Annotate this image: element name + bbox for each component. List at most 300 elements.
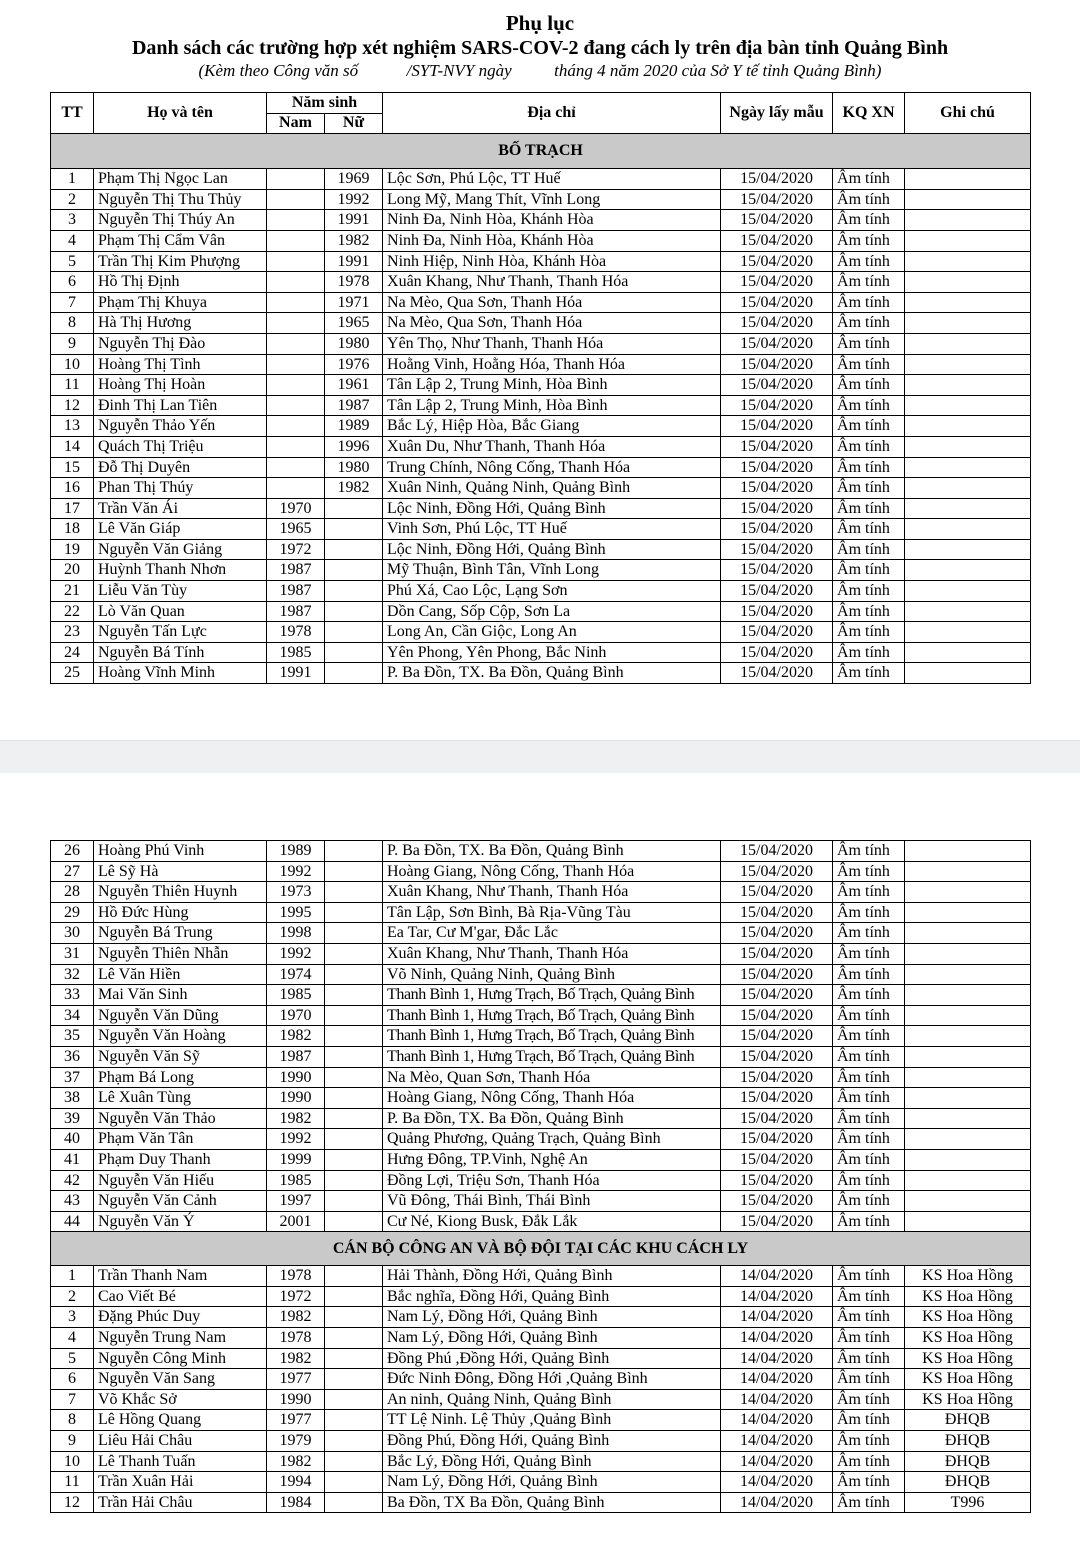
row-sample-date: 15/04/2020 <box>721 1088 833 1109</box>
row-tt: 7 <box>51 292 94 313</box>
row-name: Nguyễn Thị Đào <box>94 333 267 354</box>
document-subtitle: Danh sách các trường hợp xét nghiệm SARS-COV-2 đang cách ly trên địa bàn tỉnh Quảng Bình <box>131 37 949 59</box>
row-address: Yên Phong, Yên Phong, Bắc Ninh <box>383 642 721 663</box>
row-note <box>905 189 1031 210</box>
row-name: Quách Thị Triệu <box>94 436 267 457</box>
row-name: Nguyễn Văn Cảnh <box>94 1191 267 1212</box>
row-sample-date: 15/04/2020 <box>721 189 833 210</box>
col-header-tt: TT <box>51 93 94 134</box>
row-note <box>905 478 1031 499</box>
row-birth-year-male: 1991 <box>267 663 325 684</box>
row-note <box>905 210 1031 231</box>
table-row <box>51 943 1031 964</box>
row-tt: 22 <box>51 601 94 622</box>
row-sample-date: 15/04/2020 <box>721 622 833 643</box>
row-birth-year-male: 2001 <box>267 1211 325 1232</box>
table-row <box>51 964 1031 985</box>
row-sample-date: 15/04/2020 <box>721 841 833 862</box>
row-address: Tân Lập, Sơn Bình, Bà Rịa-Vũng Tàu <box>383 902 721 923</box>
row-sample-date: 15/04/2020 <box>721 882 833 903</box>
row-name: Nguyễn Bá Tính <box>94 642 267 663</box>
table-row <box>51 581 1031 602</box>
row-sample-date: 15/04/2020 <box>721 861 833 882</box>
table-row <box>51 1431 1031 1452</box>
row-address: Lộc Sơn, Phú Lộc, TT Huế <box>383 169 721 190</box>
row-birth-year-male: 1992 <box>267 943 325 964</box>
table-row <box>51 1088 1031 1109</box>
row-tt: 12 <box>51 1492 94 1513</box>
row-sample-date: 15/04/2020 <box>721 395 833 416</box>
table-row <box>51 169 1031 190</box>
table-row <box>51 1108 1031 1129</box>
row-birth-year-female <box>325 1046 383 1067</box>
appendix-title: Phụ lục <box>505 11 575 35</box>
row-tt: 5 <box>51 1348 94 1369</box>
row-birth-year-female <box>325 1067 383 1088</box>
row-test-result: Âm tính <box>833 230 905 251</box>
table-row <box>51 861 1031 882</box>
row-birth-year-male: 1982 <box>267 1026 325 1047</box>
table-row <box>51 642 1031 663</box>
row-note <box>905 581 1031 602</box>
row-test-result: Âm tính <box>833 313 905 334</box>
row-address: Ninh Đa, Ninh Hòa, Khánh Hòa <box>383 230 721 251</box>
row-sample-date: 15/04/2020 <box>721 457 833 478</box>
row-test-result: Âm tính <box>833 943 905 964</box>
table-row <box>51 395 1031 416</box>
row-address: Xuân Ninh, Quảng Ninh, Quảng Bình <box>383 478 721 499</box>
row-note <box>905 395 1031 416</box>
row-birth-year-male: 1982 <box>267 1451 325 1472</box>
row-sample-date: 14/04/2020 <box>721 1348 833 1369</box>
row-tt: 33 <box>51 985 94 1006</box>
row-address: Trung Chính, Nông Cống, Thanh Hóa <box>383 457 721 478</box>
table-row <box>51 436 1031 457</box>
row-tt: 32 <box>51 964 94 985</box>
row-test-result: Âm tính <box>833 1005 905 1026</box>
section-row-bo-trach <box>51 134 1031 169</box>
row-sample-date: 14/04/2020 <box>721 1286 833 1307</box>
document-page-1 <box>0 0 1080 740</box>
row-note <box>905 601 1031 622</box>
row-birth-year-female <box>325 1026 383 1047</box>
row-tt: 4 <box>51 230 94 251</box>
col-header-date: Ngày lấy mẫu <box>721 93 833 134</box>
row-address: Xuân Du, Như Thanh, Thanh Hóa <box>383 436 721 457</box>
note-part-1: (Kèm theo Công văn số <box>198 61 359 80</box>
row-sample-date: 15/04/2020 <box>721 642 833 663</box>
row-address: Na Mèo, Quan Sơn, Thanh Hóa <box>383 1067 721 1088</box>
row-birth-year-male: 1970 <box>267 498 325 519</box>
row-tt: 25 <box>51 663 94 684</box>
table-row <box>51 416 1031 437</box>
table-row <box>51 560 1031 581</box>
row-note <box>905 1170 1031 1191</box>
col-header-male: Nam <box>267 113 325 134</box>
table-row <box>51 292 1031 313</box>
table-row <box>51 457 1031 478</box>
row-sample-date: 15/04/2020 <box>721 251 833 272</box>
row-birth-year-male <box>267 333 325 354</box>
table-row <box>51 519 1031 540</box>
row-sample-date: 15/04/2020 <box>721 272 833 293</box>
row-test-result: Âm tính <box>833 882 905 903</box>
row-address: Nam Lý, Đồng Hới, Quảng Bình <box>383 1307 721 1328</box>
row-tt: 1 <box>51 169 94 190</box>
row-test-result: Âm tính <box>833 169 905 190</box>
page-separator <box>0 740 1080 774</box>
row-sample-date: 15/04/2020 <box>721 416 833 437</box>
row-birth-year-female: 1992 <box>325 189 383 210</box>
row-tt: 23 <box>51 622 94 643</box>
row-name: Trần Xuân Hải <box>94 1472 267 1493</box>
row-note <box>905 1129 1031 1150</box>
row-name: Nguyễn Thiên Huynh <box>94 882 267 903</box>
row-birth-year-female: 1976 <box>325 354 383 375</box>
section-row-police-army <box>51 1232 1031 1266</box>
row-name: Liêu Hải Châu <box>94 1431 267 1452</box>
row-birth-year-male: 1987 <box>267 581 325 602</box>
row-birth-year-female: 1980 <box>325 457 383 478</box>
row-name: Hoàng Thị Hoàn <box>94 375 267 396</box>
row-birth-year-female <box>325 1410 383 1431</box>
row-birth-year-male: 1974 <box>267 964 325 985</box>
row-note <box>905 1005 1031 1026</box>
row-test-result: Âm tính <box>833 601 905 622</box>
row-sample-date: 15/04/2020 <box>721 923 833 944</box>
row-birth-year-male: 1985 <box>267 642 325 663</box>
col-header-note: Ghi chú <box>905 93 1031 134</box>
row-tt: 42 <box>51 1170 94 1191</box>
table-row <box>51 1410 1031 1431</box>
row-address: Long Mỹ, Mang Thít, Vĩnh Long <box>383 189 721 210</box>
row-birth-year-male <box>267 395 325 416</box>
row-address: P. Ba Đồn, TX. Ba Đồn, Quảng Bình <box>383 663 721 684</box>
row-birth-year-female <box>325 1492 383 1513</box>
row-tt: 19 <box>51 539 94 560</box>
row-tt: 9 <box>51 333 94 354</box>
table-row <box>51 1170 1031 1191</box>
row-note: ĐHQB <box>905 1472 1031 1493</box>
row-name: Nguyễn Trung Nam <box>94 1328 267 1349</box>
row-note: ĐHQB <box>905 1451 1031 1472</box>
row-note: KS Hoa Hồng <box>905 1307 1031 1328</box>
row-tt: 6 <box>51 1369 94 1390</box>
row-sample-date: 14/04/2020 <box>721 1328 833 1349</box>
row-birth-year-male <box>267 436 325 457</box>
row-tt: 1 <box>51 1266 94 1287</box>
row-test-result: Âm tính <box>833 395 905 416</box>
row-tt: 44 <box>51 1211 94 1232</box>
row-birth-year-male: 1997 <box>267 1191 325 1212</box>
row-birth-year-female: 1989 <box>325 416 383 437</box>
row-birth-year-female: 1978 <box>325 272 383 293</box>
row-test-result: Âm tính <box>833 1451 905 1472</box>
row-tt: 30 <box>51 923 94 944</box>
row-name: Cao Viết Bé <box>94 1286 267 1307</box>
row-address: Tân Lập 2, Trung Minh, Hòa Bình <box>383 375 721 396</box>
row-sample-date: 15/04/2020 <box>721 663 833 684</box>
table-row <box>51 1266 1031 1287</box>
row-name: Huỳnh Thanh Nhơn <box>94 560 267 581</box>
table-row <box>51 375 1031 396</box>
row-test-result: Âm tính <box>833 210 905 231</box>
row-birth-year-male: 1977 <box>267 1369 325 1390</box>
row-tt: 27 <box>51 861 94 882</box>
row-name: Trần Thị Kim Phượng <box>94 251 267 272</box>
row-test-result: Âm tính <box>833 1170 905 1191</box>
row-note <box>905 560 1031 581</box>
row-name: Phạm Thị Ngọc Lan <box>94 169 267 190</box>
row-test-result: Âm tính <box>833 189 905 210</box>
row-note <box>905 354 1031 375</box>
row-tt: 34 <box>51 1005 94 1026</box>
row-test-result: Âm tính <box>833 251 905 272</box>
row-birth-year-female <box>325 519 383 540</box>
row-birth-year-male: 1989 <box>267 841 325 862</box>
row-sample-date: 14/04/2020 <box>721 1266 833 1287</box>
row-name: Trần Văn Ái <box>94 498 267 519</box>
col-header-address: Địa chỉ <box>383 93 721 134</box>
row-name: Lê Thanh Tuấn <box>94 1451 267 1472</box>
row-name: Nguyễn Văn Hoàng <box>94 1026 267 1047</box>
row-tt: 3 <box>51 1307 94 1328</box>
row-sample-date: 15/04/2020 <box>721 1191 833 1212</box>
row-tt: 43 <box>51 1191 94 1212</box>
row-sample-date: 15/04/2020 <box>721 333 833 354</box>
row-test-result: Âm tính <box>833 581 905 602</box>
row-name: Phạm Văn Tân <box>94 1129 267 1150</box>
row-birth-year-male: 1973 <box>267 882 325 903</box>
row-birth-year-female: 1996 <box>325 436 383 457</box>
row-birth-year-male: 1990 <box>267 1389 325 1410</box>
table-row <box>51 230 1031 251</box>
row-sample-date: 15/04/2020 <box>721 1108 833 1129</box>
row-address: TT Lệ Ninh. Lệ Thủy ,Quảng Bình <box>383 1410 721 1431</box>
row-tt: 5 <box>51 251 94 272</box>
row-birth-year-female <box>325 498 383 519</box>
table-row <box>51 841 1031 862</box>
row-birth-year-female <box>325 964 383 985</box>
row-tt: 29 <box>51 902 94 923</box>
row-test-result: Âm tính <box>833 1431 905 1452</box>
row-birth-year-male: 1984 <box>267 1492 325 1513</box>
table-row <box>51 478 1031 499</box>
row-note: ĐHQB <box>905 1431 1031 1452</box>
row-sample-date: 15/04/2020 <box>721 519 833 540</box>
row-test-result: Âm tính <box>833 1129 905 1150</box>
row-birth-year-male <box>267 189 325 210</box>
row-sample-date: 15/04/2020 <box>721 292 833 313</box>
table-row <box>51 1472 1031 1493</box>
row-note: T996 <box>905 1492 1031 1513</box>
row-name: Nguyễn Văn Sang <box>94 1369 267 1390</box>
document-header <box>0 10 1080 82</box>
row-birth-year-male: 1992 <box>267 1129 325 1150</box>
row-name: Nguyễn Thảo Yến <box>94 416 267 437</box>
row-tt: 40 <box>51 1129 94 1150</box>
row-address: Bắc Lý, Đồng Hới, Quảng Bình <box>383 1451 721 1472</box>
row-name: Lê Văn Giáp <box>94 519 267 540</box>
row-test-result: Âm tính <box>833 622 905 643</box>
row-birth-year-male: 1987 <box>267 601 325 622</box>
row-name: Phạm Bá Long <box>94 1067 267 1088</box>
row-name: Hoàng Phú Vinh <box>94 841 267 862</box>
row-address: Võ Ninh, Quảng Ninh, Quảng Bình <box>383 964 721 985</box>
row-test-result: Âm tính <box>833 1191 905 1212</box>
row-name: Võ Khắc Sở <box>94 1389 267 1410</box>
row-sample-date: 15/04/2020 <box>721 902 833 923</box>
row-name: Nguyễn Thị Thúy An <box>94 210 267 231</box>
row-sample-date: 14/04/2020 <box>721 1431 833 1452</box>
row-test-result: Âm tính <box>833 923 905 944</box>
row-sample-date: 15/04/2020 <box>721 1005 833 1026</box>
table-row <box>51 663 1031 684</box>
row-name: Phan Thị Thúy <box>94 478 267 499</box>
row-address: Thanh Bình 1, Hưng Trạch, Bố Trạch, Quảng Bình <box>383 985 721 1006</box>
row-test-result: Âm tính <box>833 1067 905 1088</box>
row-sample-date: 15/04/2020 <box>721 1149 833 1170</box>
row-birth-year-male <box>267 313 325 334</box>
row-name: Đỗ Thị Duyên <box>94 457 267 478</box>
row-sample-date: 15/04/2020 <box>721 539 833 560</box>
row-note <box>905 1149 1031 1170</box>
row-birth-year-female <box>325 1389 383 1410</box>
row-birth-year-male: 1998 <box>267 923 325 944</box>
row-test-result: Âm tính <box>833 902 905 923</box>
row-birth-year-female: 1965 <box>325 313 383 334</box>
row-birth-year-female <box>325 560 383 581</box>
row-address: Ba Đồn, TX Ba Đồn, Quảng Bình <box>383 1492 721 1513</box>
row-note <box>905 375 1031 396</box>
table-row <box>51 251 1031 272</box>
row-name: Lê Văn Hiền <box>94 964 267 985</box>
row-note <box>905 1026 1031 1047</box>
document-page-2 <box>0 773 1080 1544</box>
row-sample-date: 15/04/2020 <box>721 478 833 499</box>
row-birth-year-male <box>267 272 325 293</box>
row-name: Nguyễn Văn Ý <box>94 1211 267 1232</box>
row-note: KS Hoa Hồng <box>905 1389 1031 1410</box>
table-row <box>51 1129 1031 1150</box>
row-tt: 11 <box>51 375 94 396</box>
row-address: Tân Lập 2, Trung Minh, Hòa Bình <box>383 395 721 416</box>
cases-table-part-2 <box>50 840 1031 1513</box>
row-name: Đặng Phúc Duy <box>94 1307 267 1328</box>
row-sample-date: 14/04/2020 <box>721 1492 833 1513</box>
row-address: Xuân Khang, Như Thanh, Thanh Hóa <box>383 272 721 293</box>
row-name: Liễu Văn Tùy <box>94 581 267 602</box>
row-tt: 6 <box>51 272 94 293</box>
row-note <box>905 539 1031 560</box>
row-sample-date: 15/04/2020 <box>721 1026 833 1047</box>
row-test-result: Âm tính <box>833 1286 905 1307</box>
row-tt: 16 <box>51 478 94 499</box>
row-test-result: Âm tính <box>833 1348 905 1369</box>
row-sample-date: 14/04/2020 <box>721 1389 833 1410</box>
row-test-result: Âm tính <box>833 539 905 560</box>
row-birth-year-female: 1971 <box>325 292 383 313</box>
row-address: Dồn Cang, Sốp Cộp, Sơn La <box>383 601 721 622</box>
row-birth-year-male: 1999 <box>267 1149 325 1170</box>
row-test-result: Âm tính <box>833 272 905 293</box>
row-note <box>905 313 1031 334</box>
row-address: Ninh Đa, Ninh Hòa, Khánh Hòa <box>383 210 721 231</box>
row-address: Đức Ninh Đông, Đồng Hới ,Quảng Bình <box>383 1369 721 1390</box>
row-address: Hoàng Giang, Nông Cống, Thanh Hóa <box>383 861 721 882</box>
row-name: Hồ Thị Định <box>94 272 267 293</box>
row-name: Trần Thanh Nam <box>94 1266 267 1287</box>
row-tt: 21 <box>51 581 94 602</box>
row-birth-year-male: 1985 <box>267 985 325 1006</box>
row-birth-year-male: 1982 <box>267 1307 325 1328</box>
table-row <box>51 882 1031 903</box>
row-birth-year-male: 1992 <box>267 861 325 882</box>
table-row <box>51 1067 1031 1088</box>
row-birth-year-male: 1994 <box>267 1472 325 1493</box>
row-birth-year-male <box>267 169 325 190</box>
table-row <box>51 539 1031 560</box>
row-tt: 35 <box>51 1026 94 1047</box>
row-note <box>905 272 1031 293</box>
row-address: Xuân Khang, Như Thanh, Thanh Hóa <box>383 882 721 903</box>
row-birth-year-male <box>267 457 325 478</box>
row-tt: 15 <box>51 457 94 478</box>
row-note: KS Hoa Hồng <box>905 1369 1031 1390</box>
row-note <box>905 902 1031 923</box>
col-header-female: Nữ <box>325 113 383 134</box>
row-address: Vũ Đông, Thái Bình, Thái Bình <box>383 1191 721 1212</box>
table-row <box>51 333 1031 354</box>
row-tt: 10 <box>51 354 94 375</box>
row-birth-year-female <box>325 841 383 862</box>
row-birth-year-female <box>325 1005 383 1026</box>
row-name: Mai Văn Sinh <box>94 985 267 1006</box>
row-birth-year-female <box>325 581 383 602</box>
table-row <box>51 498 1031 519</box>
row-note <box>905 841 1031 862</box>
row-test-result: Âm tính <box>833 457 905 478</box>
row-test-result: Âm tính <box>833 964 905 985</box>
row-test-result: Âm tính <box>833 1211 905 1232</box>
row-note <box>905 882 1031 903</box>
row-note <box>905 169 1031 190</box>
table-row <box>51 1149 1031 1170</box>
row-birth-year-male: 1995 <box>267 902 325 923</box>
document-reference-note <box>0 60 1080 82</box>
row-birth-year-male: 1970 <box>267 1005 325 1026</box>
row-note <box>905 1067 1031 1088</box>
cases-table-part-1 <box>50 92 1031 684</box>
table-row <box>51 1005 1031 1026</box>
table-row <box>51 189 1031 210</box>
row-sample-date: 15/04/2020 <box>721 1046 833 1067</box>
row-name: Lê Hồng Quang <box>94 1410 267 1431</box>
col-header-birth-year: Năm sinh <box>267 93 383 114</box>
table-row <box>51 354 1031 375</box>
row-name: Nguyễn Văn Sỹ <box>94 1046 267 1067</box>
table-row <box>51 1191 1031 1212</box>
row-address: Hoàng Giang, Nông Cống, Thanh Hóa <box>383 1088 721 1109</box>
row-test-result: Âm tính <box>833 416 905 437</box>
row-tt: 2 <box>51 1286 94 1307</box>
row-sample-date: 15/04/2020 <box>721 313 833 334</box>
row-name: Nguyễn Tấn Lực <box>94 622 267 643</box>
row-address: Cư Né, Kiong Busk, Đắk Lắk <box>383 1211 721 1232</box>
row-note <box>905 251 1031 272</box>
row-birth-year-female <box>325 1108 383 1129</box>
row-note <box>905 1108 1031 1129</box>
